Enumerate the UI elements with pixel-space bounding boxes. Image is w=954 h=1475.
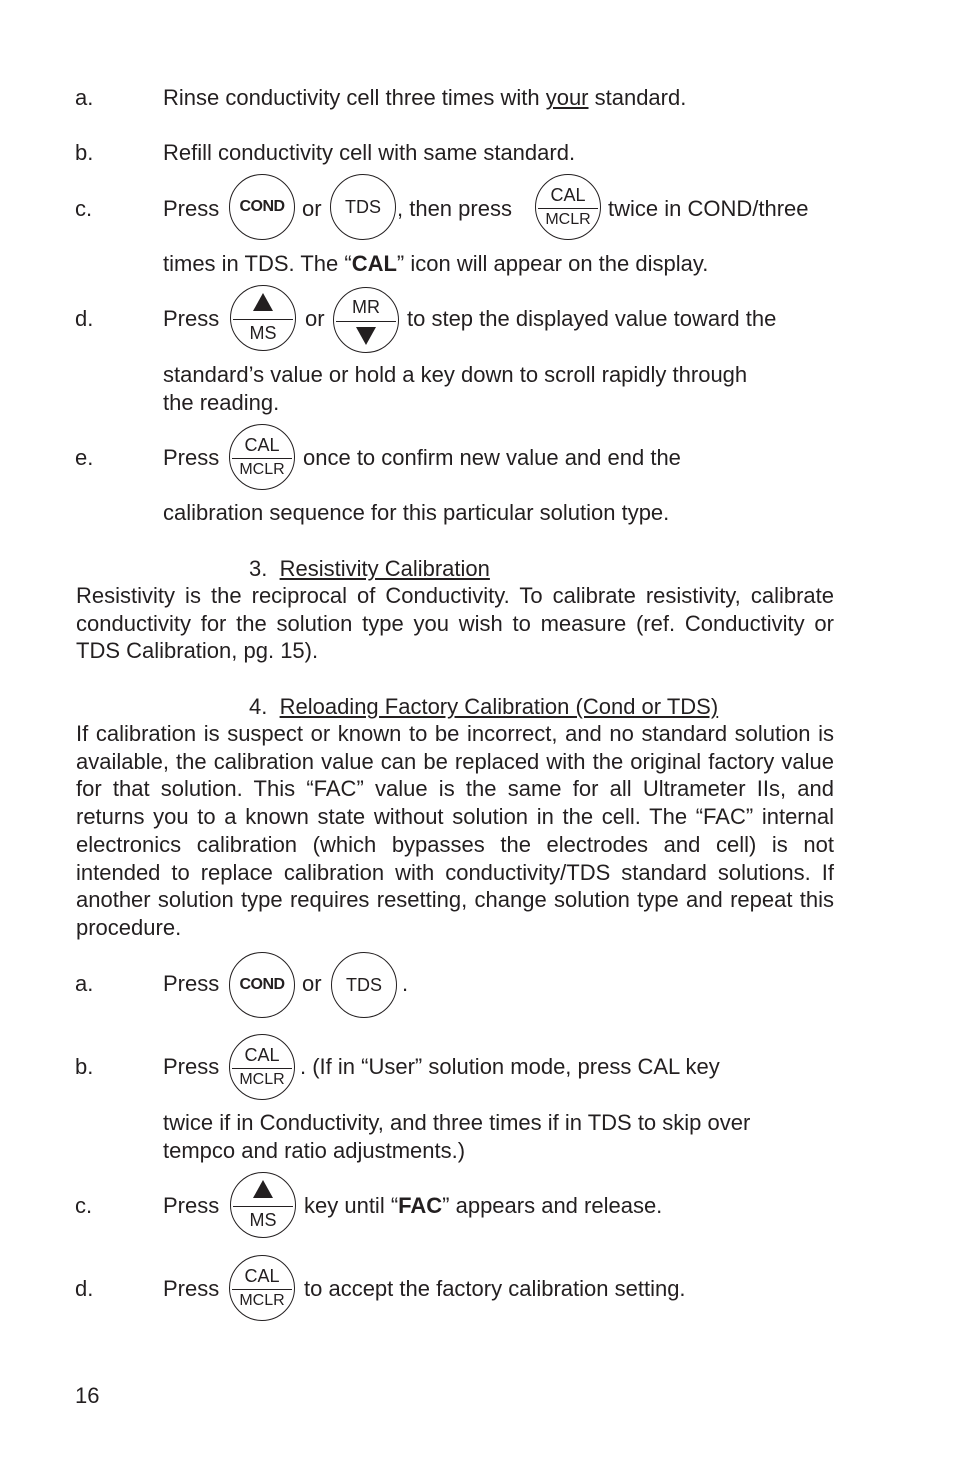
step-text: times in TDS. The “CAL” icon will appear on the display. [163,251,709,276]
cal-mclr-key-icon: CAL MCLR [229,1034,295,1100]
cal-mclr-key-icon: CAL MCLR [229,424,295,490]
section-body: If calibration is suspect or known to be incorrect, and no standard solution is available, the calibration value can be replaced with the original factory value for that solution. This “FAC” value is the same for all Ultrameter IIs, and returns you to a known state without solution in the cell. The “FAC” internal electronics calibration (which bypasses the electrodes and cell) is not intended to replace calibration with conductivity/TDS standard solutions. If another solution type requires resetting, change solution type and repeat this procedure. [76,721,834,940]
page-number: 16 [75,1383,100,1408]
step-text: standard’s value or hold a key down to scroll rapidly through [163,362,748,387]
cond-key-icon: COND [229,952,295,1018]
step-text: key until “FAC” appears and release. [304,1193,663,1218]
step-text: Rinse conductivity cell three times with your standard. [163,85,687,110]
step-label: a. [75,971,94,996]
cond-key-icon: COND [229,174,295,240]
press-text: Press [163,445,220,470]
press-text: Press [163,1193,220,1218]
cal-mclr-key-icon: CAL MCLR [229,1255,295,1321]
tds-key-icon: TDS [331,952,397,1018]
step-label: c. [75,196,93,221]
press-text: Press [163,1054,220,1079]
or-text: or [302,196,322,221]
step-label: c. [75,1193,93,1218]
press-text: Press [163,971,220,996]
or-text: or [305,306,325,331]
press-text: Press [163,1276,220,1301]
step-text: tempco and ratio adjustments.) [163,1138,466,1163]
tds-key-icon: TDS [330,174,396,240]
step-label: b. [75,140,94,165]
step-text: Refill conductivity cell with same standard. [163,140,576,165]
step-text: twice if in Conductivity, and three times if in TDS to skip over [163,1110,751,1135]
or-text: or [302,971,322,996]
step-text: calibration sequence for this particular solution type. [163,500,670,525]
section-heading: 4. Reloading Factory Calibration (Cond or TDS) [249,694,719,719]
step-label: d. [75,1276,94,1301]
step-text: , then press [397,196,512,221]
step-label: a. [75,85,94,110]
step-text: once to confirm new value and end the [303,445,681,470]
step-label: b. [75,1054,94,1079]
up-ms-key-icon: MS [230,285,296,351]
press-text: Press [163,196,220,221]
step-label: e. [75,445,94,470]
up-ms-key-icon: MS [230,1172,296,1238]
section-body: Resistivity is the reciprocal of Conductivity. To calibrate resistivity, calibrate conductivity for the solution type you wish to measure (ref. Conductivity or TDS Calibration, pg. 15). [76,583,834,664]
cal-mclr-key-icon: CAL MCLR [535,174,601,240]
step-text: to accept the factory calibration setting. [304,1276,686,1301]
step-text: twice in COND/three [608,196,809,221]
step-text: the reading. [163,390,280,415]
section-heading: 3. Resistivity Calibration [249,556,490,581]
step-text: . (If in “User” solution mode, press CAL key [300,1054,720,1079]
step-label: d. [75,306,94,331]
press-text: Press [163,306,220,331]
step-text: to step the displayed value toward the [407,306,777,331]
step-text: . [402,971,409,996]
mr-down-key-icon: MR [333,287,399,353]
